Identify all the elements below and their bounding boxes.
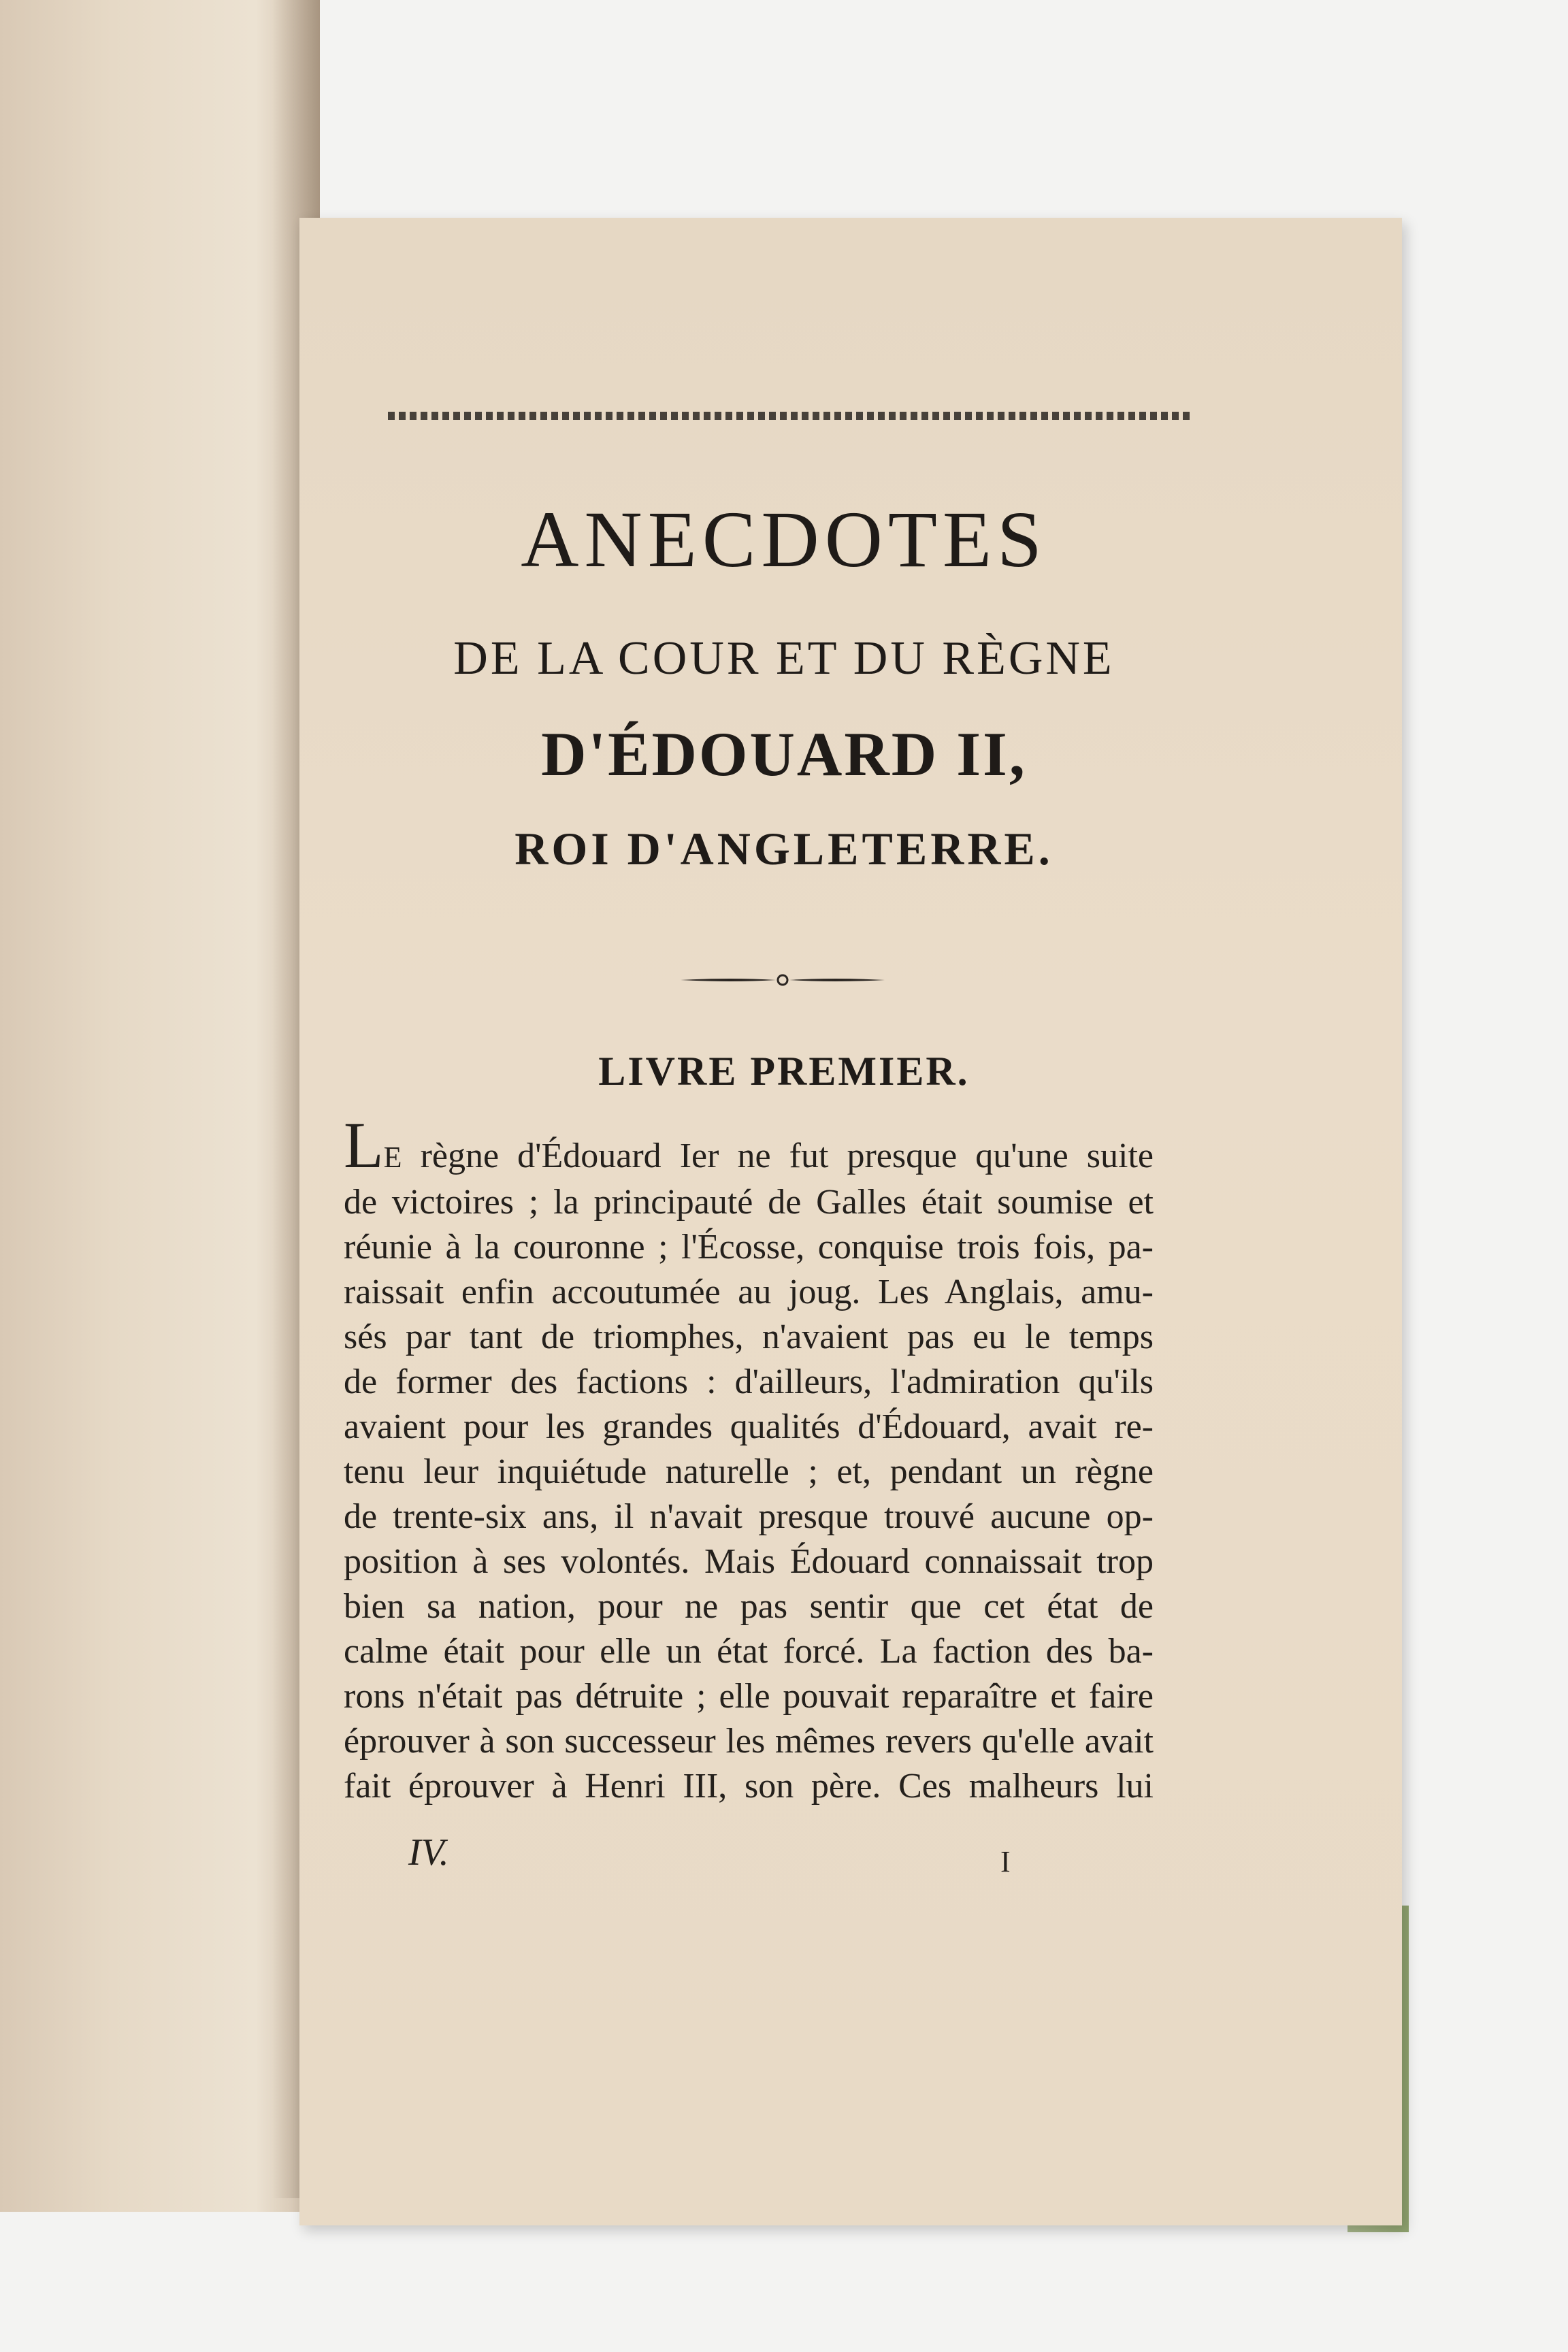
book-title: ANECDOTES xyxy=(521,495,1047,584)
paragraph-line: de victoires ; la principauté de Galles était soumise et xyxy=(344,1183,1154,1222)
paragraph-line: position à ses volontés. Mais Édouard connaissait trop xyxy=(344,1542,1154,1581)
paragraph-line: sés par tant de triomphes, n'avaient pas eu le temps xyxy=(344,1318,1154,1356)
paragraph-line: réunie à la couronne ; l'Écosse, conquise trois fois, pa- xyxy=(344,1228,1154,1267)
signature-mark: IV. xyxy=(408,1831,449,1874)
page-number: I xyxy=(1000,1845,1011,1878)
small-cap: E xyxy=(383,1141,402,1174)
paragraph-line: tenu leur inquiétude naturelle ; et, pendant un règne xyxy=(344,1452,1154,1491)
header-rule xyxy=(388,412,1191,420)
paragraph-line: éprouver à son successeur les mêmes revers qu'elle avait xyxy=(344,1722,1154,1761)
paragraph-line: de trente-six ans, il n'avait presque trouvé aucune op- xyxy=(344,1497,1154,1536)
paragraph-line: LE règne d'Édouard Ier ne fut presque qu'une suite xyxy=(344,1109,1154,1181)
book-subtitle-2: D'ÉDOUARD II, xyxy=(541,719,1027,789)
paragraph-line: fait éprouver à Henri III, son père. Ces malheurs lui xyxy=(344,1767,1154,1806)
body-paragraph xyxy=(344,1109,1154,1809)
drop-cap: L xyxy=(344,1109,384,1181)
book-subtitle-3: ROI D'ANGLETERRE. xyxy=(514,823,1054,875)
paragraph-line: avaient pour les grandes qualités d'Édouard, avait re- xyxy=(344,1407,1154,1446)
paragraph-line: bien sa nation, pour ne pas sentir que cet état de xyxy=(344,1587,1154,1626)
section-heading: LIVRE PREMIER. xyxy=(598,1049,970,1094)
book-subtitle-1: DE LA COUR ET DU RÈGNE xyxy=(453,632,1115,685)
paragraph-line: rons n'était pas détruite ; elle pouvait reparaître et faire xyxy=(344,1677,1154,1716)
paragraph-line: calme était pour elle un état forcé. La faction des ba- xyxy=(344,1632,1154,1671)
paragraph-line: raissait enfin accoutumée au joug. Les Anglais, amu- xyxy=(344,1273,1154,1311)
paragraph-line: de former des factions : d'ailleurs, l'admiration qu'ils xyxy=(344,1362,1154,1401)
ornament-divider xyxy=(681,973,885,987)
